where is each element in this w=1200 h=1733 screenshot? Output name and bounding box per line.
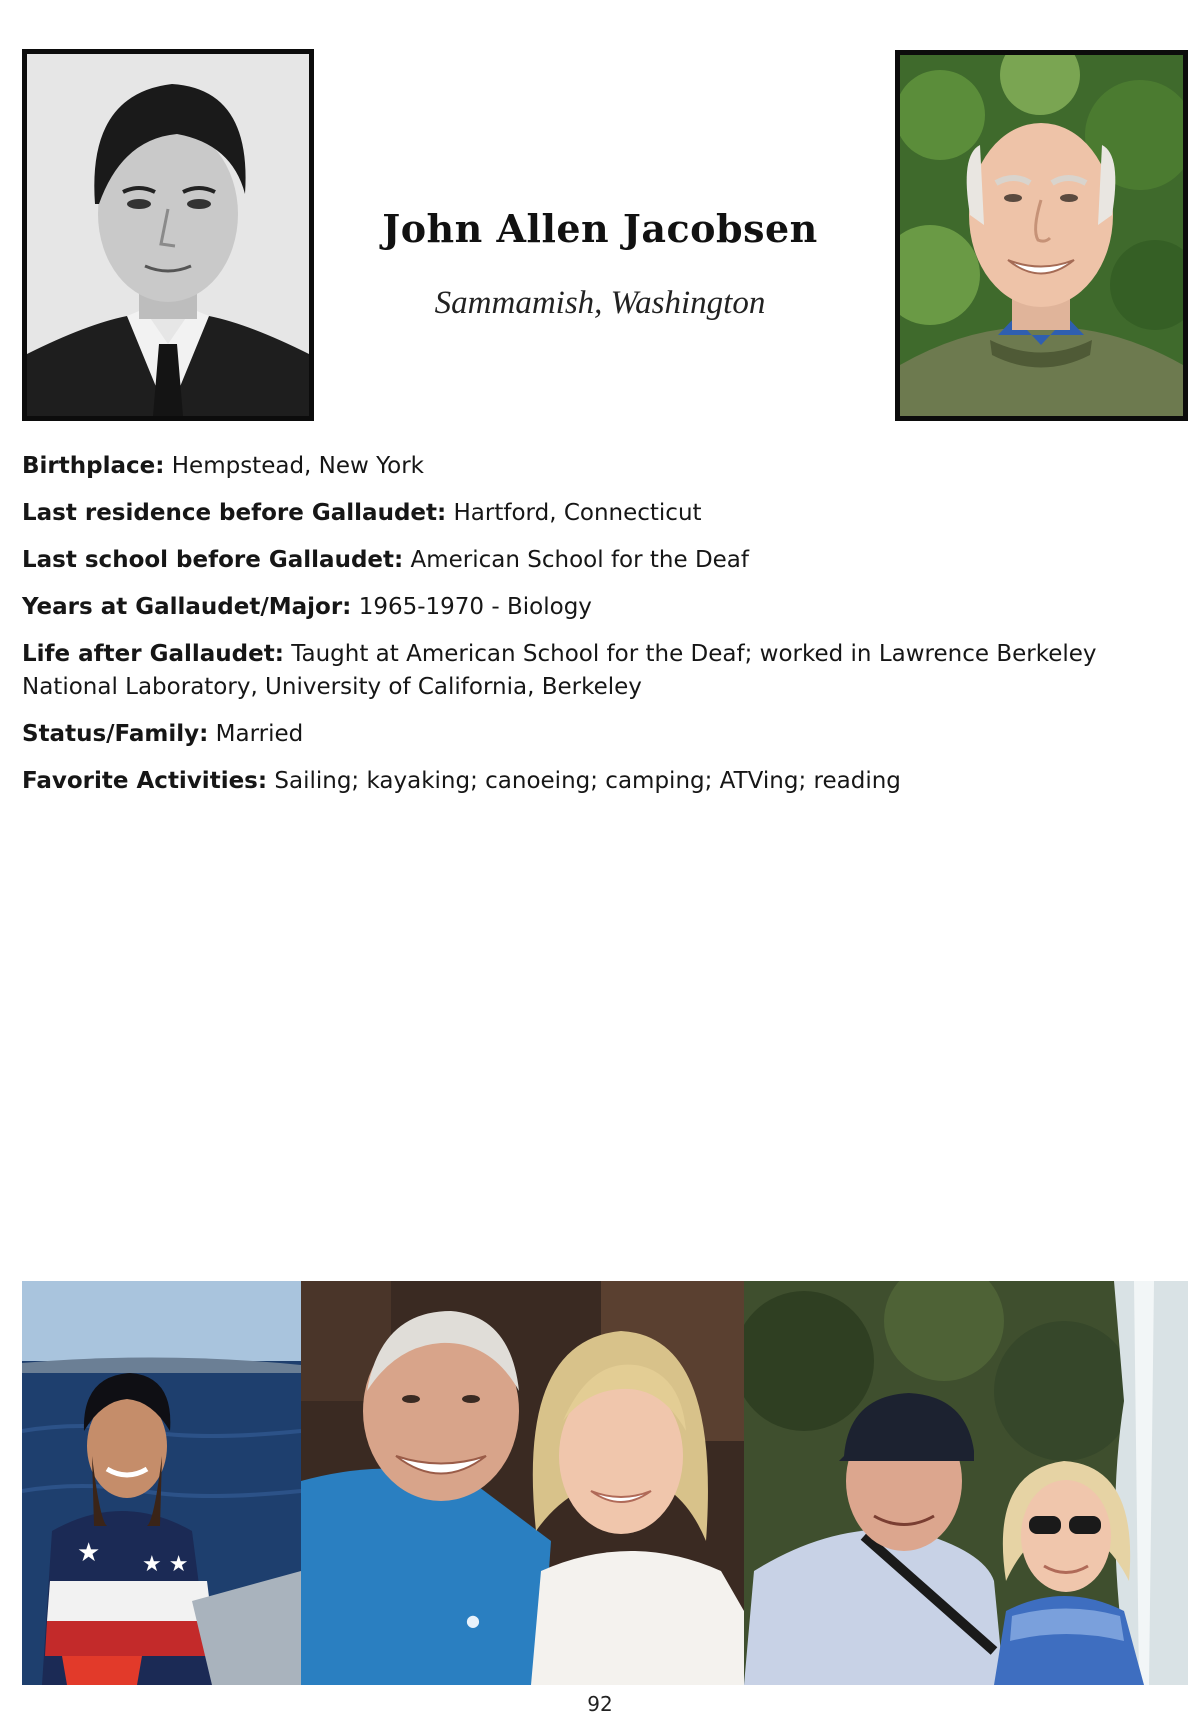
fact-value: American School for the Deaf (410, 547, 749, 573)
fact-value: Sailing; kayaking; canoeing; camping; ATVing; reading (274, 768, 901, 794)
fact-label: Life after Gallaudet: (22, 641, 284, 667)
couple-photo-indoor (301, 1281, 744, 1685)
fact-life-after (22, 638, 1188, 704)
fact-last-residence (22, 497, 1188, 530)
fact-label: Last residence before Gallaudet: (22, 500, 447, 526)
svg-text:★: ★ (77, 1538, 101, 1568)
portrait-young-photo (22, 49, 314, 421)
couple-photo-waterfall (744, 1281, 1188, 1685)
fact-last-school (22, 544, 1188, 577)
fact-birthplace (22, 450, 1188, 483)
fact-years-major (22, 591, 1188, 624)
svg-text:★ ★: ★ ★ (142, 1552, 189, 1577)
profile-facts (22, 450, 1188, 812)
fact-value: Taught at American School for the Deaf; worked in Lawrence Berkeley National Laboratory, University of California, Berkeley (22, 641, 1097, 700)
photo-collage (22, 1281, 1188, 1685)
svg-text:●: ● (466, 1611, 480, 1630)
sailing-photo (22, 1281, 301, 1685)
fact-status-family (22, 718, 1188, 751)
fact-label: Birthplace: (22, 453, 165, 479)
person-name: John Allen Jacobsen (382, 206, 818, 251)
fact-value: Married (215, 721, 304, 747)
fact-label: Favorite Activities: (22, 768, 268, 794)
fact-label: Last school before Gallaudet: (22, 547, 404, 573)
fact-value: 1965-1970 - Biology (358, 594, 592, 620)
fact-label: Years at Gallaudet/Major: (22, 594, 352, 620)
person-location: Sammamish, Washington (434, 285, 766, 321)
fact-label: Status/Family: (22, 721, 209, 747)
profile-header (330, 190, 870, 322)
page-number: 92 (587, 1692, 613, 1716)
fact-value: Hartford, Connecticut (453, 500, 702, 526)
fact-value: Hempstead, New York (171, 453, 424, 479)
fact-favorite-activities (22, 765, 1188, 798)
portrait-recent-photo (895, 50, 1188, 421)
